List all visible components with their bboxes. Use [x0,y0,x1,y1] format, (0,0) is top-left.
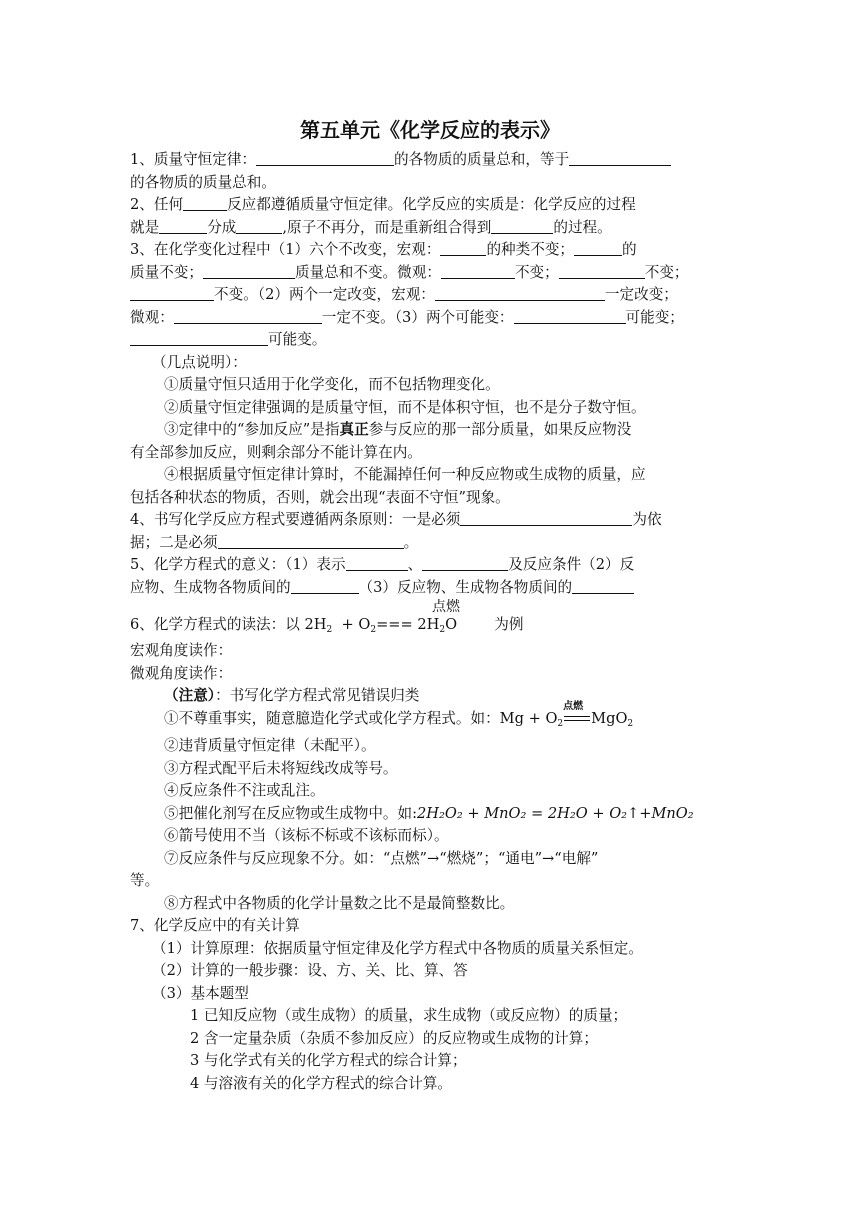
blank[interactable] [183,195,227,211]
page-title: 第五单元《化学反应的表示》 [300,118,560,142]
blank[interactable] [460,510,632,526]
item-6: 6、化学方程式的读法：以 $2H_2 + O_2=== 2H_2O$ 为例 [130,616,524,635]
blank[interactable] [572,578,634,594]
blank[interactable] [130,330,268,346]
blank[interactable] [203,263,295,279]
item-7: 7、化学反应中的有关计算 [130,917,300,934]
reaction-condition: 点燃 [432,599,460,615]
item-4: 4、书写化学反应方程式要遵循两条原则：一是必须 为依 [130,511,662,528]
notes-heading: （几点说明）： [152,353,247,371]
blank[interactable] [174,308,322,324]
item-1: 1、质量守恒定律： 的各物质的质量总和，等于 [130,149,730,172]
blank[interactable] [159,218,207,234]
blank[interactable] [440,240,486,256]
blank[interactable] [441,263,515,279]
blank[interactable] [435,285,605,301]
attention: （注意）：书写化学方程式常见错误归类 [164,687,420,704]
item-2: 2、任何 反应都遵循质量守恒定律。化学反应的实质是：化学反应的过程 [130,196,636,213]
blank[interactable] [236,218,282,234]
blank[interactable] [218,533,404,549]
blank[interactable] [569,150,671,166]
blank[interactable] [559,263,645,279]
worksheet: 第五单元《化学反应的表示》 1、质量守恒定律： 的各物质的质量总和，等于 的各物质的质量总和。 2、任何 反应都遵循质量守恒定律。化学反应的实质是：化学反应的过程 就是 分成 ,原子不再分，而是重新组合得到 的过程。 3、在化学变化过程中（1）六个不改变，宏观： 的种类不变； 的 质量不变； 质量总和不变。微观： 不变； 不变； 不变。（2）两个一定改变，宏观： 一定改变； 微观： 一定不变。（3）两个可能变： 可能变； 可能变。 （几点说明）： ①质量守恒只适用于化学变化，而不包括物理变化。 ②质量守恒定律强调的是质量守恒，而不是体积守恒，也不是分子数守恒。 ③定律中的“参加反应”是指真正参与反应的那一部分质量，如果反应物没 有全部参加反应，则剩余部分不能计算在内。 ④根据质量守恒定律计算时，不能漏掉任何一种反应物或生成物的质量，应 包括各种状态的物质，否则，就会出现“表面不守恒”现象。 4、书写化学反应方程式要遵循两条原则：一是必须 为依 据；二是必须 。 5、化学方程式的意义：（1）表示 、 及反应条件（2）反 应物、生成物各物质间的 （3）反应物、生成物各物质间的 点燃 6、化学方程式的读法：以 $2H_2 + O_2=== 2H_2O$ 为例 宏观角度读作： 微观角度读作： （注意）：书写化学方程式常见错误归类 ①不尊重事实，随意臆造化学式或化学方程式。如：$Mg + O_2$ 点燃 MgO$_2$ ②违背质量守恒定律（未配平）。 ③方程式配平后未将短线改成等号。 ④反应条件不注或乱注。 ⑤把催化剂写在反应物或生成物中。如:2H₂O₂ + MnO₂ = 2H₂O + O₂↑+MnO₂ ⑥箭号使用不当（该标不标或不该标而标）。 ⑦反应条件与反应现象不分。如：“点燃”→“燃烧”；“通电”→“电解” 等。 ⑧方程式中各物质的化学计量数之比不是最简整数比。 7、化学反应中的有关计算 （1）计算原理：依据质量守恒定律及化学方程式中各物质的质量关系恒定。 （2）计算的一般步骤：设、方、关、比、算、答 （3）基本题型 1 已知反应物（或生成物）的质量，求生成物（或反应物）的质量； 2 含一定量杂质（杂质不参加反应）的反应物或生成物的计算； 3 与化学式有关的化学方程式的综合计算； 4 与溶液有关的化学方程式的综合计算。 [130,110,730,1095]
blank[interactable] [256,150,394,166]
blank[interactable] [291,578,359,594]
blank[interactable] [574,240,622,256]
item-5: 5、化学方程式的意义：（1）表示 、 及反应条件（2）反 [130,556,635,573]
blank[interactable] [514,308,626,324]
blank[interactable] [422,555,508,571]
blank[interactable] [346,555,408,571]
blank[interactable] [491,218,553,234]
blank[interactable] [130,285,214,301]
item-3: 3、在化学变化过程中（1）六个不改变，宏观： 的种类不变； 的 [130,241,637,258]
